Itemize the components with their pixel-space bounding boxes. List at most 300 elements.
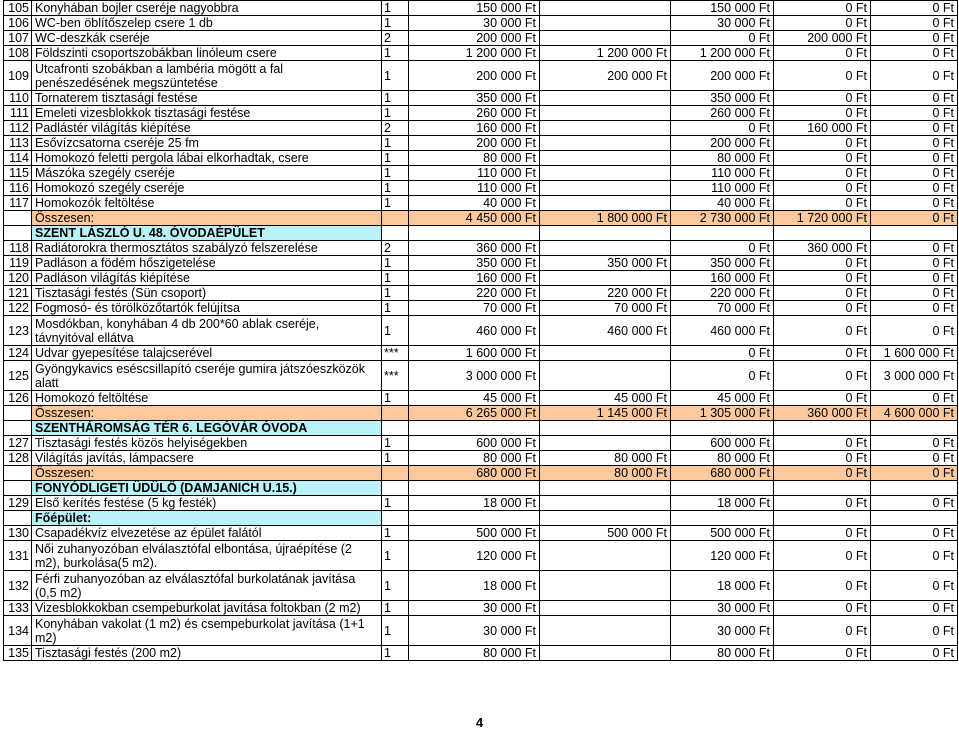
row-amount-col3: 80 000 Ft [671,151,774,166]
table-row [4,571,958,601]
row-id: 122 [4,301,32,316]
row-amount-col3: 460 000 Ft [671,316,774,346]
row-amount-col4: 360 000 Ft [774,241,871,256]
row-quantity: 1 [382,181,409,196]
row-description: Padlástér világítás kiépítése [32,121,382,136]
row-amount-col5: 0 Ft [871,91,958,106]
row-amount-col4: 0 Ft [774,271,871,286]
row-amount-col3 [671,226,774,241]
row-amount-col5: 0 Ft [871,106,958,121]
row-quantity: 1 [382,46,409,61]
row-amount-total: 350 000 Ft [409,91,540,106]
row-amount-total: 200 000 Ft [409,31,540,46]
row-amount-col4: 0 Ft [774,346,871,361]
row-amount-total: 18 000 Ft [409,571,540,601]
row-id [4,211,32,226]
table-row [4,91,958,106]
row-quantity: 1 [382,526,409,541]
row-amount-total: 45 000 Ft [409,391,540,406]
row-amount-total: 260 000 Ft [409,106,540,121]
row-description: WC-ben öblítőszelep csere 1 db [32,16,382,31]
row-amount-col3: 260 000 Ft [671,106,774,121]
row-amount-col4: 0 Ft [774,316,871,346]
row-amount-col3: 30 000 Ft [671,601,774,616]
row-description: Padláson a födém hőszigetelése [32,256,382,271]
row-amount-col5: 0 Ft [871,301,958,316]
row-amount-col4: 0 Ft [774,361,871,391]
table-row [4,346,958,361]
row-id: 120 [4,271,32,286]
row-amount-col5: 0 Ft [871,121,958,136]
table-row [4,241,958,256]
row-amount-col3: 160 000 Ft [671,271,774,286]
row-amount-col3: 110 000 Ft [671,166,774,181]
row-amount-col2 [540,646,671,661]
table-row [4,526,958,541]
row-amount-col4: 0 Ft [774,16,871,31]
table-row [4,166,958,181]
row-amount-col2 [540,511,671,526]
row-description: Homokozó feletti pergola lábai elkorhadtak, csere [32,151,382,166]
row-amount-col3 [671,511,774,526]
row-amount-col4 [774,511,871,526]
row-id [4,226,32,241]
row-description: Mászóka szegély cseréje [32,166,382,181]
row-quantity: 1 [382,16,409,31]
row-id: 105 [4,1,32,16]
row-amount-col2: 220 000 Ft [540,286,671,301]
table-row [4,136,958,151]
row-quantity: 2 [382,241,409,256]
row-amount-col5 [871,481,958,496]
row-amount-col2 [540,616,671,646]
row-description: Homokozó feltöltése [32,391,382,406]
row-amount-col3: 30 000 Ft [671,616,774,646]
row-amount-col5: 0 Ft [871,601,958,616]
row-amount-col4: 0 Ft [774,181,871,196]
row-id: 119 [4,256,32,271]
table-row [4,436,958,451]
table-row [4,271,958,286]
row-amount-col2: 500 000 Ft [540,526,671,541]
row-description: Utcafronti szobákban a lambéria mögött a fal penészedésének megszüntetése [32,61,382,91]
table-row [4,316,958,346]
row-amount-col4: 0 Ft [774,646,871,661]
row-id: 129 [4,496,32,511]
row-id: 114 [4,151,32,166]
table-row [4,31,958,46]
row-id: 121 [4,286,32,301]
row-amount-col4 [774,226,871,241]
row-id: 135 [4,646,32,661]
row-amount-col5: 0 Ft [871,646,958,661]
row-amount-col3: 0 Ft [671,121,774,136]
row-amount-col3: 0 Ft [671,241,774,256]
row-amount-total: 110 000 Ft [409,166,540,181]
row-id: 123 [4,316,32,346]
row-amount-total: 680 000 Ft [409,466,540,481]
row-amount-col4: 0 Ft [774,436,871,451]
row-id: 126 [4,391,32,406]
row-amount-total [409,511,540,526]
row-amount-col2 [540,481,671,496]
row-amount-col2 [540,226,671,241]
row-id: 130 [4,526,32,541]
row-amount-col5: 0 Ft [871,46,958,61]
table-row [4,16,958,31]
row-amount-col3: 2 730 000 Ft [671,211,774,226]
row-description: SZENT LÁSZLÓ U. 48. ÓVODAÉPÜLET [32,226,382,241]
row-amount-col4: 0 Ft [774,91,871,106]
row-quantity [382,406,409,421]
row-amount-col4: 200 000 Ft [774,31,871,46]
row-amount-col2 [540,361,671,391]
row-description: Homokozó szegély cseréje [32,181,382,196]
row-amount-total: 220 000 Ft [409,286,540,301]
row-amount-col5: 0 Ft [871,466,958,481]
row-amount-col4: 0 Ft [774,301,871,316]
row-amount-col5: 0 Ft [871,136,958,151]
row-amount-col2 [540,346,671,361]
row-description: Csapadékvíz elvezetése az épület falától [32,526,382,541]
table-row [4,46,958,61]
row-amount-col5 [871,421,958,436]
row-amount-col3: 0 Ft [671,346,774,361]
row-quantity: 2 [382,31,409,46]
row-amount-col3: 1 305 000 Ft [671,406,774,421]
row-amount-col2: 1 145 000 Ft [540,406,671,421]
row-amount-col5: 0 Ft [871,31,958,46]
row-amount-total [409,481,540,496]
total-row [4,466,958,481]
row-amount-col4: 0 Ft [774,541,871,571]
row-amount-col4: 0 Ft [774,256,871,271]
row-amount-col4: 0 Ft [774,496,871,511]
row-id: 106 [4,16,32,31]
total-row [4,211,958,226]
row-amount-col5: 0 Ft [871,616,958,646]
table-row [4,601,958,616]
row-amount-col3: 30 000 Ft [671,16,774,31]
row-amount-col5: 0 Ft [871,16,958,31]
row-amount-total: 30 000 Ft [409,16,540,31]
row-amount-col3: 1 200 000 Ft [671,46,774,61]
row-amount-total: 30 000 Ft [409,616,540,646]
row-description: Radiátorokra thermosztátos szabályzó felszerelése [32,241,382,256]
row-amount-col4: 0 Ft [774,46,871,61]
table-row [4,196,958,211]
row-quantity: 1 [382,136,409,151]
row-amount-col4: 0 Ft [774,1,871,16]
row-amount-col5: 0 Ft [871,436,958,451]
row-amount-col5: 0 Ft [871,166,958,181]
row-amount-total: 200 000 Ft [409,61,540,91]
row-amount-total: 500 000 Ft [409,526,540,541]
row-amount-col5: 0 Ft [871,526,958,541]
row-description: WC-deszkák cseréje [32,31,382,46]
row-quantity: 1 [382,601,409,616]
row-amount-total: 110 000 Ft [409,181,540,196]
row-amount-col2: 80 000 Ft [540,466,671,481]
row-amount-total: 80 000 Ft [409,151,540,166]
row-amount-col2 [540,271,671,286]
row-amount-col5: 0 Ft [871,286,958,301]
table-row [4,61,958,91]
row-amount-total: 70 000 Ft [409,301,540,316]
row-description: Tornaterem tisztasági festése [32,91,382,106]
row-amount-col4: 0 Ft [774,286,871,301]
section-header-row [4,481,958,496]
row-amount-col2: 80 000 Ft [540,451,671,466]
row-quantity: 1 [382,1,409,16]
row-amount-col4: 0 Ft [774,61,871,91]
row-amount-col3: 0 Ft [671,31,774,46]
row-amount-col2 [540,436,671,451]
table-row [4,361,958,391]
row-quantity [382,226,409,241]
row-amount-col5: 3 000 000 Ft [871,361,958,391]
row-amount-total: 40 000 Ft [409,196,540,211]
row-amount-col5: 0 Ft [871,151,958,166]
row-id: 107 [4,31,32,46]
row-id: 133 [4,601,32,616]
row-amount-col4: 160 000 Ft [774,121,871,136]
row-id: 134 [4,616,32,646]
row-amount-col3: 45 000 Ft [671,391,774,406]
row-amount-col3: 120 000 Ft [671,541,774,571]
row-amount-col2: 70 000 Ft [540,301,671,316]
row-amount-col3: 200 000 Ft [671,136,774,151]
row-quantity: 1 [382,106,409,121]
row-description: Padláson világítás kiépítése [32,271,382,286]
row-description: Esővízcsatorna cseréje 25 fm [32,136,382,151]
row-description: Első kerítés festése (5 kg festék) [32,496,382,511]
row-quantity: 2 [382,121,409,136]
row-quantity [382,421,409,436]
row-amount-col4: 0 Ft [774,601,871,616]
row-amount-col5: 0 Ft [871,256,958,271]
row-id: 124 [4,346,32,361]
row-id: 117 [4,196,32,211]
row-quantity [382,511,409,526]
table-row [4,301,958,316]
table-row [4,286,958,301]
row-amount-total: 1 200 000 Ft [409,46,540,61]
row-amount-col2 [540,196,671,211]
row-description: Világítás javítás, lámpacsere [32,451,382,466]
row-quantity: 1 [382,391,409,406]
row-id: 132 [4,571,32,601]
row-description: Tisztasági festés közös helyiségekben [32,436,382,451]
row-id: 115 [4,166,32,181]
row-amount-col2: 350 000 Ft [540,256,671,271]
row-quantity: 1 [382,436,409,451]
row-amount-col2 [540,31,671,46]
row-amount-col2 [540,421,671,436]
row-description: Gyöngykavics eséscsillapító cseréje gumira játszóeszközök alatt [32,361,382,391]
row-amount-col2: 45 000 Ft [540,391,671,406]
row-quantity: 1 [382,61,409,91]
row-description: Konyhában bojler cseréje nagyobbra [32,1,382,16]
row-amount-col3: 200 000 Ft [671,61,774,91]
row-amount-col3: 70 000 Ft [671,301,774,316]
table-row [4,451,958,466]
row-description: Fogmosó- és törölközőtartók felújítsa [32,301,382,316]
row-id [4,511,32,526]
row-amount-col3: 110 000 Ft [671,181,774,196]
table-row [4,121,958,136]
row-amount-col3: 0 Ft [671,361,774,391]
row-amount-total: 1 600 000 Ft [409,346,540,361]
row-id [4,421,32,436]
row-amount-total: 350 000 Ft [409,256,540,271]
row-description: Emeleti vizesblokkok tisztasági festése [32,106,382,121]
row-amount-total: 150 000 Ft [409,1,540,16]
row-description: Vizesblokkokban csempeburkolat javítása foltokban (2 m2) [32,601,382,616]
row-amount-col2: 1 800 000 Ft [540,211,671,226]
row-quantity: 1 [382,571,409,601]
row-description: Összesen: [32,406,382,421]
row-amount-total [409,226,540,241]
row-amount-col5: 1 600 000 Ft [871,346,958,361]
row-id [4,406,32,421]
row-amount-col4: 0 Ft [774,451,871,466]
row-amount-col5: 0 Ft [871,391,958,406]
row-amount-col5: 4 600 000 Ft [871,406,958,421]
row-amount-col5: 0 Ft [871,451,958,466]
row-id: 127 [4,436,32,451]
row-amount-total: 160 000 Ft [409,121,540,136]
total-row [4,406,958,421]
row-amount-total: 4 450 000 Ft [409,211,540,226]
row-quantity: 1 [382,541,409,571]
row-description: SZENTHÁROMSÁG TÉR 6. LEGÓVÁR ÓVODA [32,421,382,436]
row-amount-col5: 0 Ft [871,211,958,226]
row-amount-col2 [540,1,671,16]
row-amount-col5: 0 Ft [871,196,958,211]
row-description: Mosdókban, konyhában 4 db 200*60 ablak cseréje, távnyitóval ellátva [32,316,382,346]
row-quantity: 1 [382,91,409,106]
row-description: Főépület: [32,511,382,526]
row-amount-col5: 0 Ft [871,1,958,16]
row-description: Összesen: [32,466,382,481]
row-quantity: 1 [382,151,409,166]
row-amount-col2 [540,601,671,616]
row-id [4,466,32,481]
row-amount-col5 [871,226,958,241]
row-amount-col5: 0 Ft [871,496,958,511]
row-amount-col2 [540,121,671,136]
row-id: 109 [4,61,32,91]
row-amount-col2: 200 000 Ft [540,61,671,91]
row-amount-col2 [540,541,671,571]
row-description: Tisztasági festés (Sün csoport) [32,286,382,301]
section-header-row [4,511,958,526]
row-amount-total: 120 000 Ft [409,541,540,571]
table-row [4,646,958,661]
row-amount-col2 [540,571,671,601]
section-header-row [4,226,958,241]
row-amount-col3: 40 000 Ft [671,196,774,211]
row-quantity: 1 [382,496,409,511]
row-amount-total: 460 000 Ft [409,316,540,346]
row-amount-total: 3 000 000 Ft [409,361,540,391]
row-id: 110 [4,91,32,106]
row-amount-col3: 18 000 Ft [671,571,774,601]
row-id: 112 [4,121,32,136]
row-quantity: 1 [382,271,409,286]
row-description: Tisztasági festés (200 m2) [32,646,382,661]
row-amount-col4 [774,421,871,436]
row-amount-col4: 0 Ft [774,571,871,601]
row-quantity: *** [382,361,409,391]
row-quantity: 1 [382,301,409,316]
row-quantity: 1 [382,166,409,181]
row-amount-col5: 0 Ft [871,316,958,346]
row-id: 131 [4,541,32,571]
row-amount-col3: 350 000 Ft [671,91,774,106]
row-amount-col2 [540,106,671,121]
row-amount-col5 [871,511,958,526]
row-amount-col2 [540,136,671,151]
row-amount-col2 [540,16,671,31]
table-row [4,391,958,406]
row-description: Férfi zuhanyozóban az elválasztófal burkolatának javítása (0,5 m2) [32,571,382,601]
section-header-row [4,421,958,436]
row-amount-total: 600 000 Ft [409,436,540,451]
row-amount-col3: 18 000 Ft [671,496,774,511]
row-description: Udvar gyepesítése talajcserével [32,346,382,361]
row-quantity: 1 [382,316,409,346]
row-amount-col2 [540,496,671,511]
row-amount-total: 80 000 Ft [409,646,540,661]
row-id: 128 [4,451,32,466]
row-amount-col4: 0 Ft [774,166,871,181]
row-amount-col4: 360 000 Ft [774,406,871,421]
row-id: 111 [4,106,32,121]
row-quantity: 1 [382,286,409,301]
table-row [4,106,958,121]
table-row [4,616,958,646]
row-amount-col3: 680 000 Ft [671,466,774,481]
row-amount-total [409,421,540,436]
row-description: Homokozók feltöltése [32,196,382,211]
row-amount-col2: 460 000 Ft [540,316,671,346]
row-amount-col4: 0 Ft [774,136,871,151]
row-amount-col5: 0 Ft [871,571,958,601]
row-id: 116 [4,181,32,196]
row-quantity [382,481,409,496]
row-amount-total: 160 000 Ft [409,271,540,286]
row-quantity: 1 [382,196,409,211]
row-amount-col2 [540,91,671,106]
row-amount-col3: 150 000 Ft [671,1,774,16]
row-amount-col4: 1 720 000 Ft [774,211,871,226]
row-amount-col3: 350 000 Ft [671,256,774,271]
row-amount-col5: 0 Ft [871,541,958,571]
row-amount-col3: 500 000 Ft [671,526,774,541]
row-amount-col3 [671,421,774,436]
row-amount-col2 [540,151,671,166]
row-amount-col2 [540,241,671,256]
row-amount-col5: 0 Ft [871,181,958,196]
row-amount-total: 80 000 Ft [409,451,540,466]
row-quantity [382,211,409,226]
row-amount-col4: 0 Ft [774,526,871,541]
table-row [4,256,958,271]
row-amount-col2: 1 200 000 Ft [540,46,671,61]
page-number: 4 [475,715,484,730]
